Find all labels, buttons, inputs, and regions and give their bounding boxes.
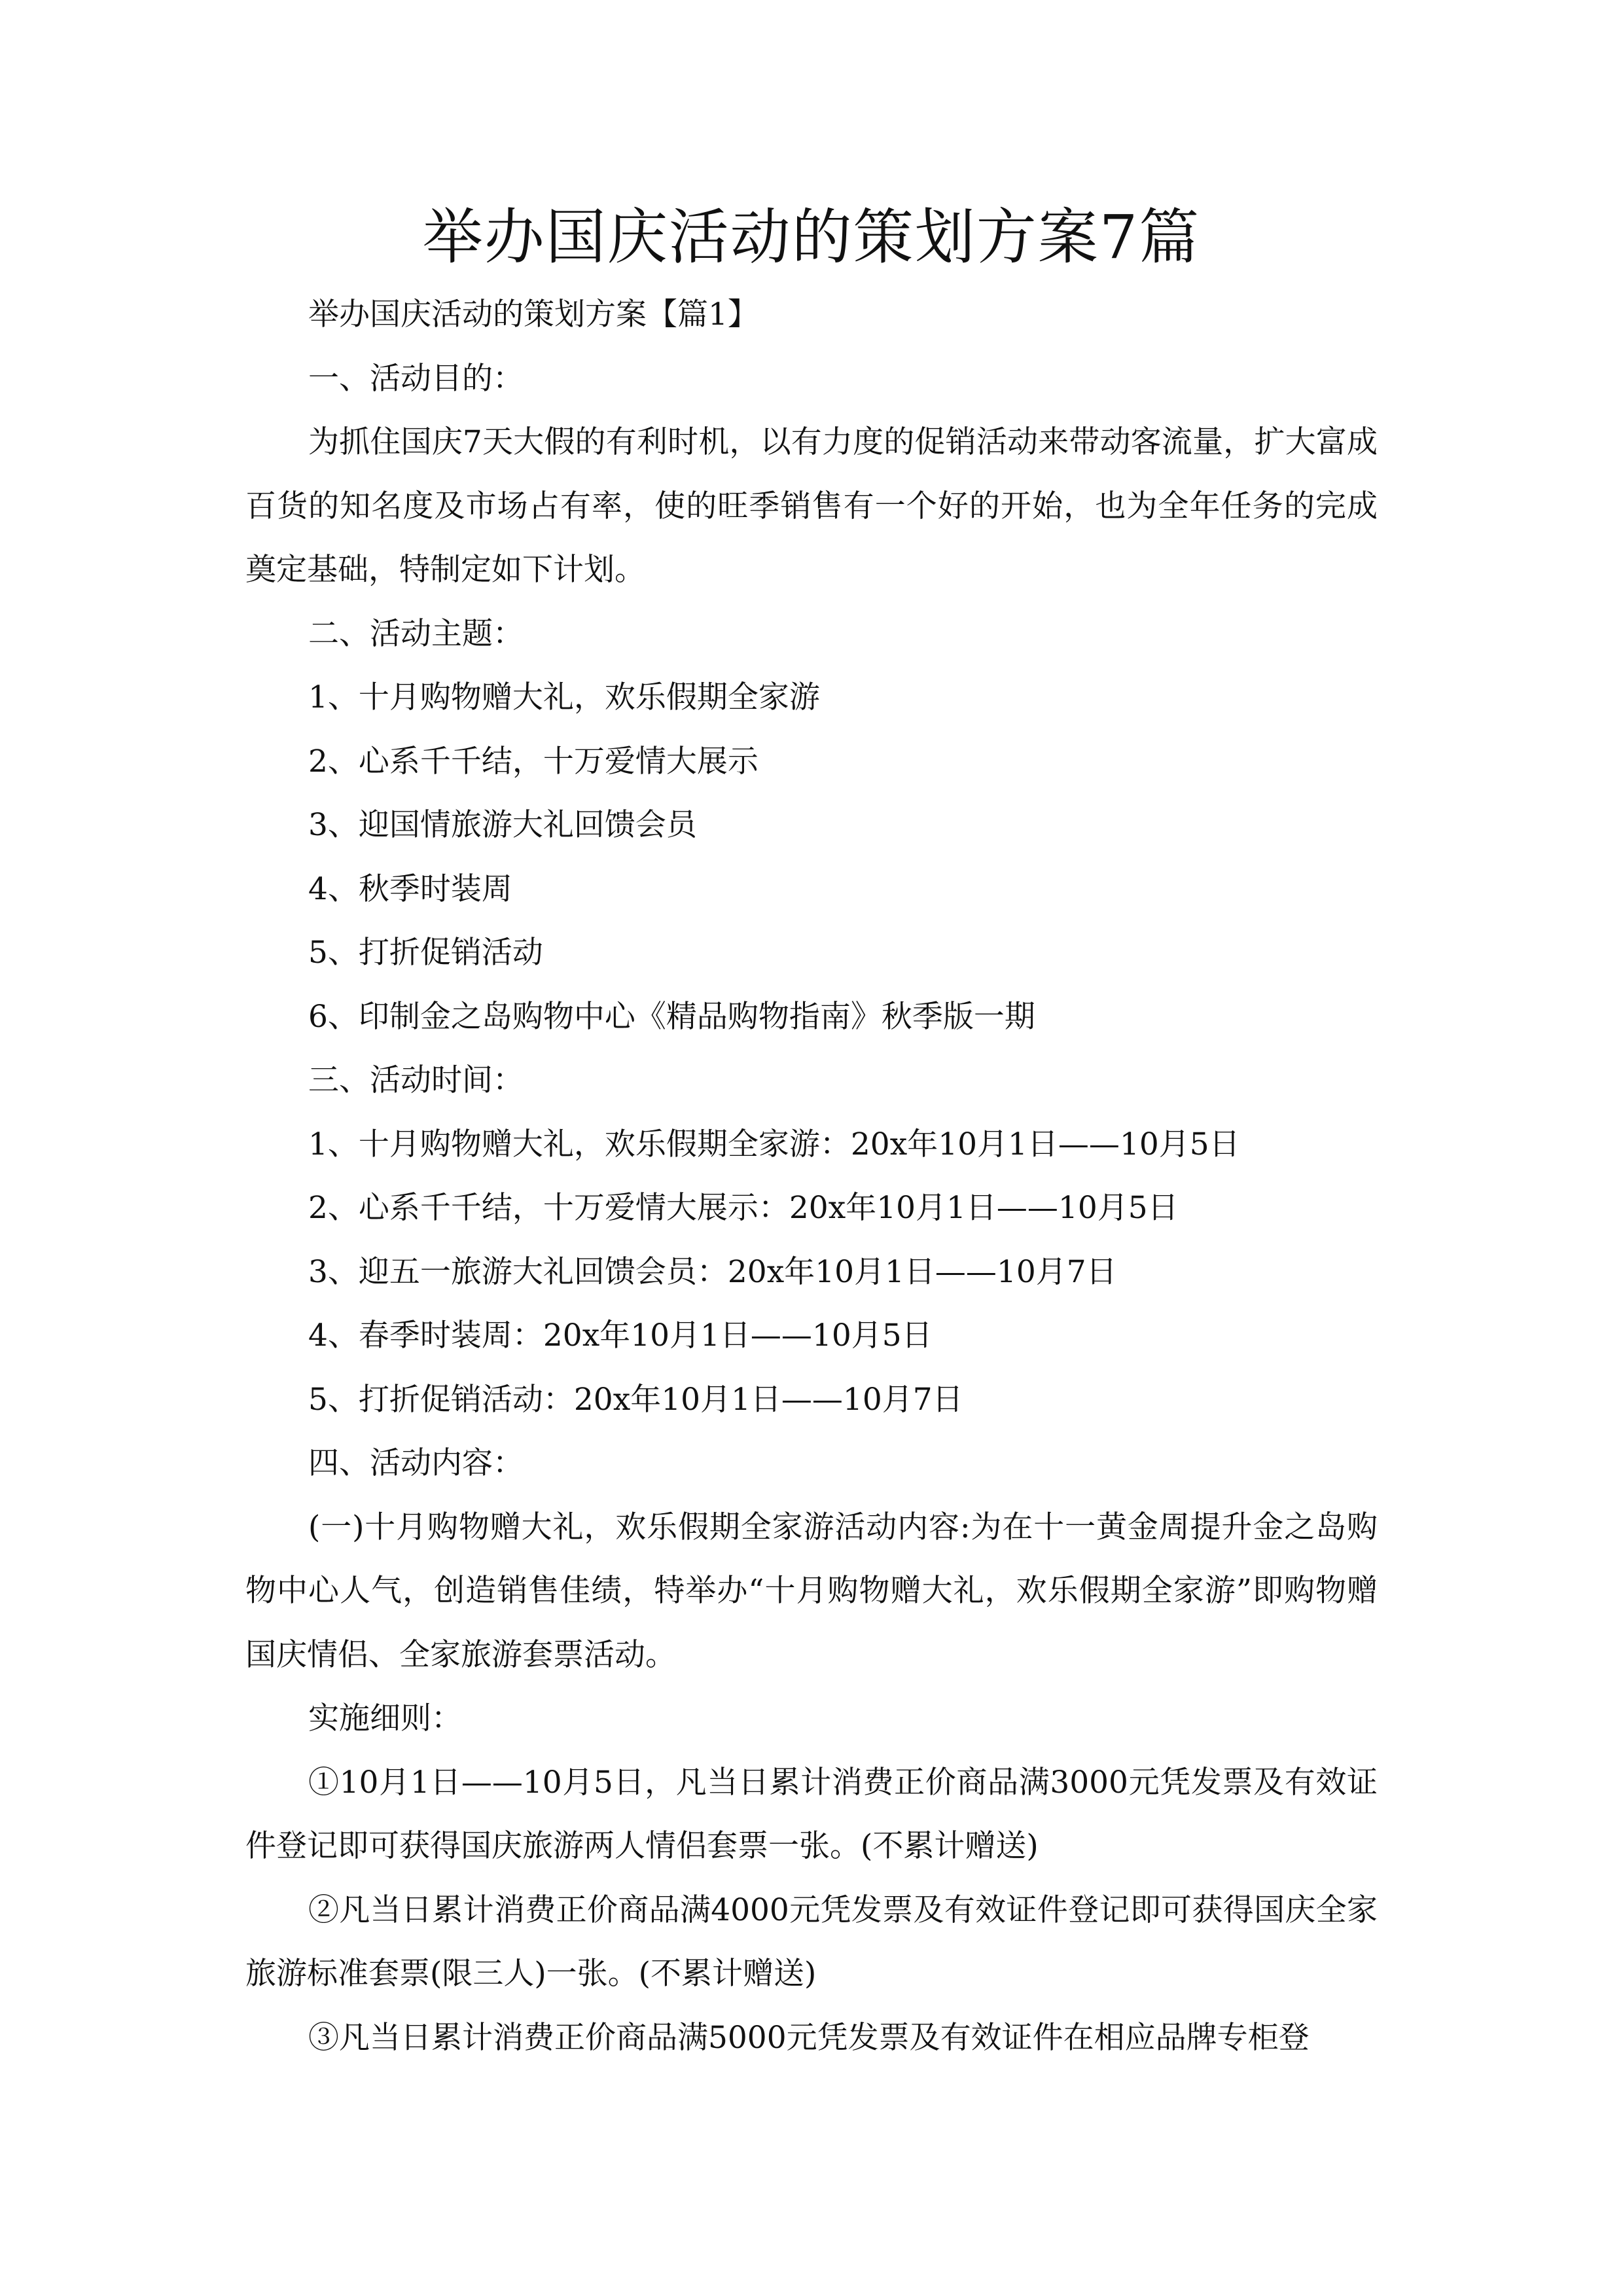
list-item: 4、春季时装周：20x年10月1日——10月5日 <box>308 1318 933 1354</box>
section-heading: 一、活动目的： <box>308 360 524 397</box>
list-item: 4、秋季时装周 <box>308 870 512 907</box>
section-heading: 三、活动时间： <box>308 1062 524 1098</box>
list-item: 2、心系千千结，十万爱情大展示 <box>308 743 758 780</box>
paragraph: (一)十月购物赠大礼，欢乐假期全家游活动内容:为在十一黄金周提升金之岛购物中心人气，创造销售佳绩，特举办“十月购物赠大礼，欢乐假期全家游”即购物赠国庆情侣、全家旅游套票活动。 <box>245 1509 1378 1673</box>
document-title: 举办国庆活动的策划方案7篇 <box>422 202 1201 272</box>
paragraph: ①10月1日——10月5日，凡当日累计消费正价商品满3000元凭发票及有效证件登记即可获得国庆旅游两人情侣套票一张。(不累计赠送) <box>245 1764 1378 1864</box>
list-item: 1、十月购物赠大礼，欢乐假期全家游：20x年10月1日——10月5日 <box>308 1126 1240 1162</box>
paragraph: ③凡当日累计消费正价商品满5000元凭发票及有效证件在相应品牌专柜登 <box>308 2019 1310 2056</box>
list-item: 1、十月购物赠大礼，欢乐假期全家游 <box>308 679 820 715</box>
list-item: 5、打折促销活动 <box>308 935 543 971</box>
paragraph: ②凡当日累计消费正价商品满4000元凭发票及有效证件登记即可获得国庆全家旅游标准套票(限三人)一张。(不累计赠送) <box>245 1892 1378 1992</box>
section-heading: 二、活动主题： <box>308 615 524 652</box>
paragraph: 为抓住国庆7天大假的有利时机，以有力度的促销活动来带动客流量，扩大富成百货的知名度及市场占有率，使的旺季销售有一个好的开始，也为全年任务的完成奠定基础，特制定如下计划。 <box>245 424 1378 588</box>
section-heading: 实施细则： <box>308 1700 462 1736</box>
list-item: 5、打折促销活动：20x年10月1日——10月7日 <box>308 1381 963 1418</box>
list-item: 3、迎五一旅游大礼回馈会员：20x年10月1日——10月7日 <box>308 1253 1117 1290</box>
document-body <box>245 283 1378 2070</box>
section-heading: 举办国庆活动的策划方案【篇1】 <box>308 296 758 332</box>
section-heading: 四、活动内容： <box>308 1445 524 1481</box>
list-item: 3、迎国情旅游大礼回馈会员 <box>308 807 697 843</box>
list-item: 2、心系千千结，十万爱情大展示：20x年10月1日——10月5日 <box>308 1190 1179 1226</box>
list-item: 6、印制金之岛购物中心《精品购物指南》秋季版一期 <box>308 998 1035 1035</box>
